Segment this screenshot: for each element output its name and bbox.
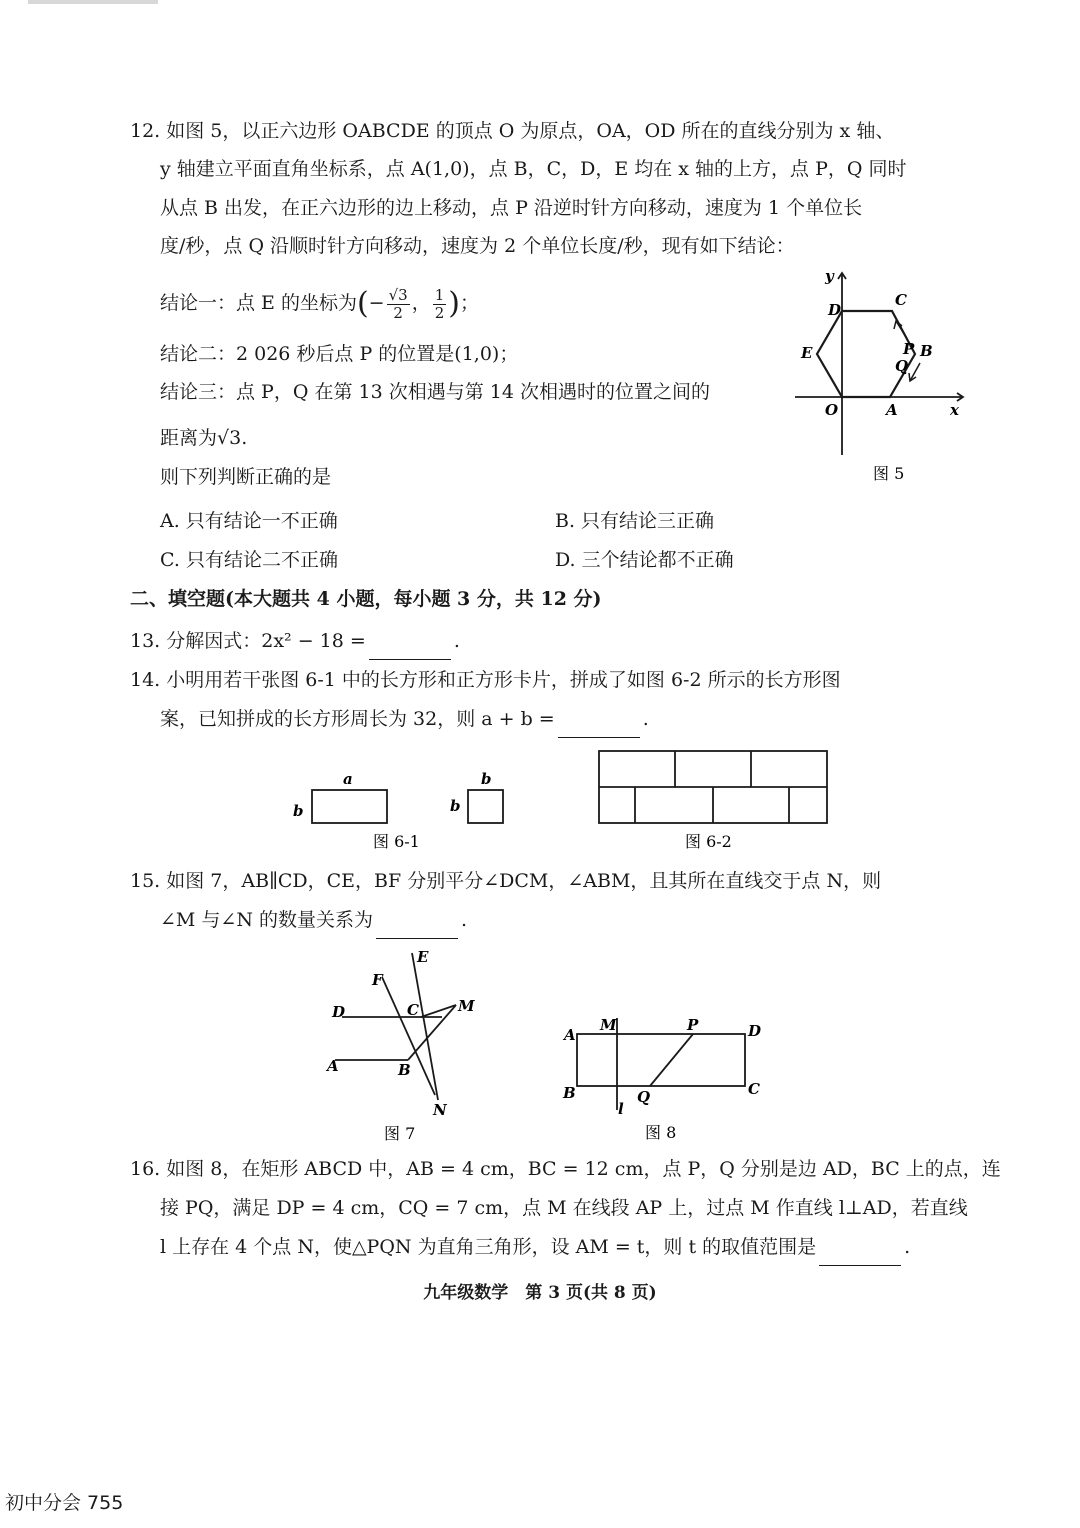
option-a: A. 只有结论一不正确 bbox=[160, 510, 338, 532]
label-a: A bbox=[886, 401, 898, 419]
q12-line3: 从点 B 出发，在正六边形的边上移动，点 P 沿逆时针方向移动，速度为 1 个单位长 bbox=[160, 197, 863, 219]
q14-line1: 14. 小明用若干张图 6-1 中的长方形和正方形卡片，拼成了如图 6-2 所示的长方形图 bbox=[130, 669, 841, 691]
label-a: A bbox=[327, 1057, 339, 1075]
q14-line2-text: 案，已知拼成的长方形周长为 32，则 a + b = bbox=[160, 708, 555, 730]
label-b-square-side: b bbox=[450, 797, 461, 815]
label-b: B bbox=[920, 342, 933, 360]
label-e: E bbox=[417, 948, 429, 966]
rectangle-card bbox=[312, 790, 387, 823]
label-m: M bbox=[458, 997, 475, 1015]
q15-answer-blank[interactable] bbox=[376, 918, 458, 939]
conclusion-1-prefix: 结论一：点 E 的坐标为 bbox=[160, 292, 357, 314]
q16-line1: 16. 如图 8，在矩形 ABCD 中，AB = 4 cm，BC = 12 cm，点 P，Q 分别是边 AD，BC 上的点，连 bbox=[130, 1158, 1001, 1180]
label-d: D bbox=[828, 301, 842, 319]
label-a: a bbox=[343, 770, 353, 788]
figure-6-2 bbox=[595, 748, 835, 858]
label-x: x bbox=[950, 401, 959, 419]
q16-line3-text: l 上存在 4 个点 N，使△PQN 为直角三角形，设 AM = t，则 t 的取值范围是 bbox=[160, 1236, 817, 1258]
semicolon: ； bbox=[459, 292, 479, 314]
label-c: C bbox=[407, 1001, 419, 1019]
q16-line3 bbox=[160, 1228, 910, 1266]
q12-line4: 度/秒，点 Q 沿顺时针方向移动，速度为 2 个单位长度/秒，现有如下结论： bbox=[160, 235, 795, 257]
q15-line2 bbox=[160, 901, 467, 939]
label-m: M bbox=[600, 1016, 617, 1034]
q13-end: . bbox=[453, 630, 460, 652]
q12-line1: 12. 如图 5，以正六边形 OABCDE 的顶点 O 为原点，OA，OD 所在的直线分别为 x 轴、 bbox=[130, 120, 895, 142]
option-c: C. 只有结论二不正确 bbox=[160, 549, 338, 571]
fraction-1-over-2 bbox=[433, 287, 447, 322]
q12-conclusion-3a: 结论三：点 P，Q 在第 13 次相遇与第 14 次相遇时的位置之间的 bbox=[160, 381, 710, 403]
q12-ask: 则下列判断正确的是 bbox=[160, 466, 332, 488]
figure-7 bbox=[320, 945, 495, 1145]
q12-conclusion-1 bbox=[160, 284, 479, 322]
label-b: B bbox=[398, 1061, 411, 1079]
label-y: y bbox=[825, 267, 834, 285]
segment-pq bbox=[650, 1034, 693, 1086]
q12-conclusion-2: 结论二：2 026 秒后点 P 的位置是(1,0)； bbox=[160, 343, 519, 365]
scan-edge-mark bbox=[28, 0, 158, 4]
q16-end: . bbox=[904, 1236, 911, 1258]
q16-line2: 接 PQ，满足 DP = 4 cm，CQ = 7 cm，点 M 在线段 AP 上，过点 M 作直线 l⊥AD，若直线 bbox=[160, 1197, 968, 1219]
q16-answer-blank[interactable] bbox=[819, 1245, 901, 1266]
q14-answer-blank[interactable] bbox=[558, 717, 640, 738]
fraction-denominator: 2 bbox=[393, 303, 403, 322]
watermark-text: 初中分会 755 bbox=[5, 1492, 124, 1514]
q15-line2-text: ∠M 与∠N 的数量关系为 bbox=[160, 909, 373, 931]
option-d: D. 三个结论都不正确 bbox=[555, 549, 734, 571]
label-f: F bbox=[372, 971, 383, 989]
label-q: Q bbox=[895, 357, 909, 375]
label-d: D bbox=[332, 1003, 346, 1021]
figure-8 bbox=[555, 1010, 770, 1145]
label-p: P bbox=[687, 1016, 699, 1034]
q15-end: . bbox=[461, 909, 468, 931]
label-b-square-top: b bbox=[481, 770, 492, 788]
label-q: Q bbox=[637, 1088, 651, 1106]
arrow-p bbox=[896, 321, 906, 337]
fraction-denominator: 2 bbox=[434, 303, 445, 322]
rectangle-abcd bbox=[577, 1034, 745, 1086]
figure-5-hexagon bbox=[785, 265, 970, 495]
figure-6-2-caption: 图 6-2 bbox=[685, 832, 732, 851]
figure-6-1-caption: 图 6-1 bbox=[373, 832, 420, 851]
label-e: E bbox=[801, 344, 813, 362]
label-a: A bbox=[564, 1026, 576, 1044]
label-b-rect: b bbox=[293, 802, 304, 820]
fraction-numerator: √3 bbox=[388, 285, 408, 304]
label-n: N bbox=[433, 1101, 447, 1119]
label-c: C bbox=[895, 291, 907, 309]
fraction-numerator: 1 bbox=[434, 285, 445, 304]
label-p: P bbox=[903, 340, 915, 358]
square-card bbox=[468, 790, 503, 823]
q15-line1: 15. 如图 7，AB∥CD，CE，BF 分别平分∠DCM，∠ABM，且其所在直线交于点 N，则 bbox=[130, 870, 882, 892]
page-footer: 九年级数学 第 3 页(共 8 页) bbox=[423, 1283, 657, 1303]
label-d: D bbox=[748, 1022, 762, 1040]
q12-line2: y 轴建立平面直角坐标系，点 A(1,0)，点 B，C，D，E 均在 x 轴的上方，点 P，Q 同时 bbox=[160, 158, 907, 180]
q12-conclusion-3b: 距离为√3. bbox=[160, 427, 248, 449]
line-en bbox=[412, 953, 438, 1100]
section-2-header: 二、填空题(本大题共 4 小题，每小题 3 分，共 12 分) bbox=[130, 588, 602, 610]
label-o: O bbox=[825, 401, 839, 419]
q13-answer-blank[interactable] bbox=[369, 639, 451, 660]
q13 bbox=[130, 622, 460, 660]
label-l: l bbox=[618, 1100, 624, 1118]
paren-close: ) bbox=[448, 286, 460, 321]
figure-6-1 bbox=[285, 765, 520, 855]
q13-text: 13. 分解因式：2x² − 18 = bbox=[130, 630, 366, 652]
paren-open: ( bbox=[356, 286, 369, 321]
option-b: B. 只有结论三正确 bbox=[555, 510, 715, 532]
minus-sign: − bbox=[368, 292, 385, 314]
q14-end: . bbox=[642, 708, 649, 730]
figure-5-caption: 图 5 bbox=[873, 464, 905, 483]
comma: ， bbox=[411, 292, 431, 314]
figure-7-caption: 图 7 bbox=[384, 1124, 416, 1143]
q14-line2 bbox=[160, 700, 649, 738]
fraction-sqrt3-over-2 bbox=[387, 287, 410, 322]
label-b: B bbox=[563, 1084, 576, 1102]
figure-8-caption: 图 8 bbox=[645, 1123, 677, 1142]
label-c: C bbox=[748, 1080, 760, 1098]
